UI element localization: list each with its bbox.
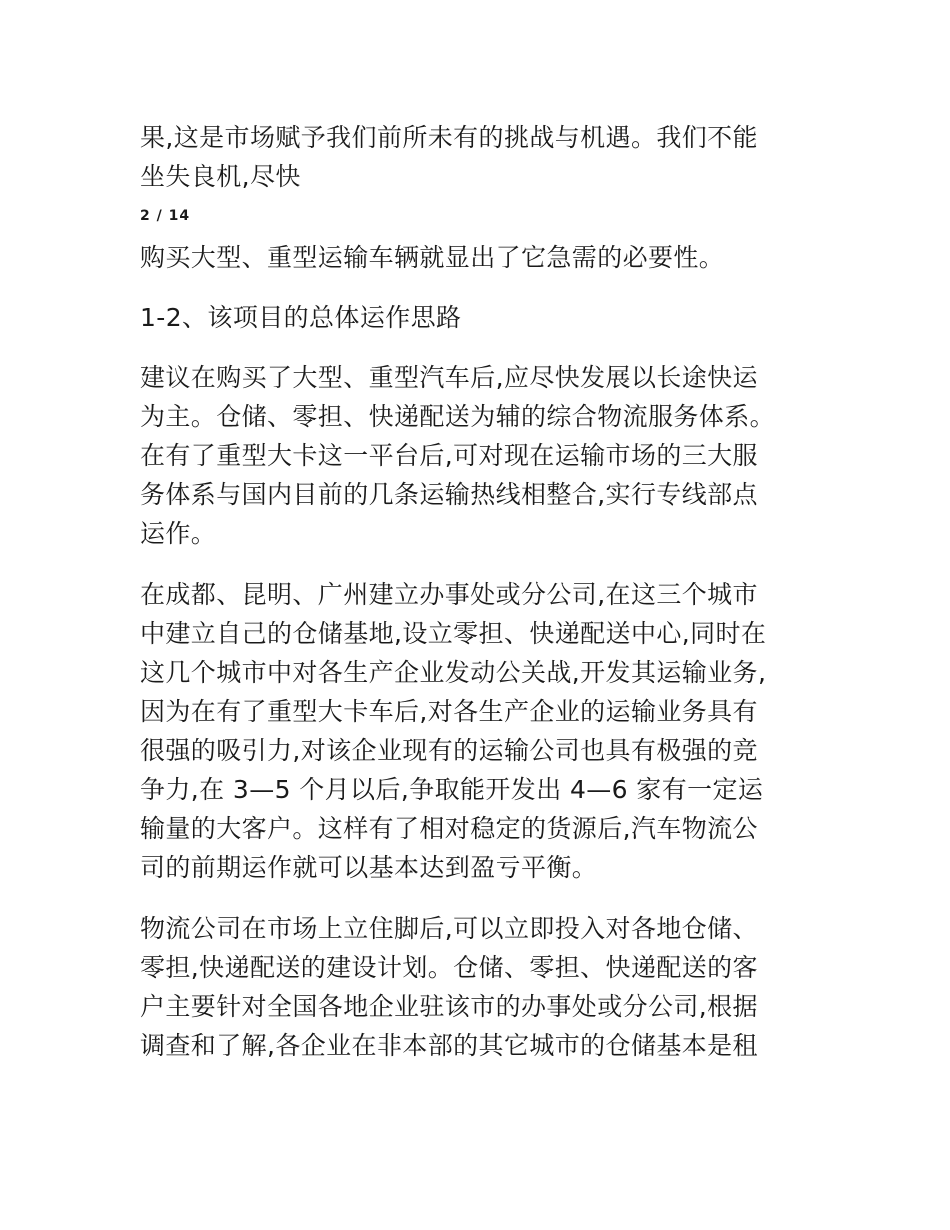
- text-line: 调查和了解,各企业在非本部的其它城市的仓储基本是租: [140, 1031, 758, 1060]
- spacer: [140, 337, 810, 358]
- vehicle-paragraph: 购买大型、重型运输车辆就显出了它急需的必要性。: [140, 243, 725, 272]
- logistics-paragraph: [140, 909, 810, 1065]
- text-line: 坐失良机,尽快: [140, 162, 301, 191]
- text-line: 输量的大客户。这样有了相对稳定的货源后,汽车物流公: [140, 814, 758, 843]
- text-line: 务体系与国内目前的几条运输热线相整合,实行专线部点: [140, 480, 758, 509]
- text-line: 户主要针对全国各地企业驻该市的办事处或分公司,根据: [140, 992, 758, 1021]
- operation-paragraph: [140, 358, 810, 553]
- document-page: [140, 118, 810, 1065]
- spacer: [140, 887, 810, 909]
- spacer: [140, 553, 810, 575]
- spacer: [140, 277, 810, 298]
- page-number: 2 / 14: [140, 208, 191, 224]
- text-line: 司的前期运作就可以基本达到盈亏平衡。: [140, 853, 598, 882]
- text-line: 物流公司在市场上立住脚后,可以立即投入对各地仓储、: [140, 914, 758, 943]
- text-line: 这几个城市中对各生产企业发动公关战,开发其运输业务,: [140, 658, 767, 687]
- text-line: 争力,在 3—5 个月以后,争取能开发出 4—6 家有一定运: [140, 775, 764, 804]
- text-line: 中建立自己的仓储基地,设立零担、快递配送中心,同时在: [140, 619, 767, 648]
- text-line: 建议在购买了大型、重型汽车后,应尽快发展以长途快运: [140, 363, 758, 392]
- text-line: 运作。: [140, 519, 217, 548]
- text-line: 在有了重型大卡这一平台后,可对现在运输市场的三大服: [140, 441, 758, 470]
- intro-paragraph: [140, 118, 810, 196]
- text-line: 零担,快递配送的建设计划。仓储、零担、快递配送的客: [140, 953, 758, 982]
- section-heading: 1-2、该项目的总体运作思路: [140, 303, 462, 332]
- text-line: 很强的吸引力,对该企业现有的运输公司也具有极强的竞: [140, 736, 758, 765]
- city-office-paragraph: [140, 575, 810, 887]
- text-line: 因为在有了重型大卡车后,对各生产企业的运输业务具有: [140, 697, 758, 726]
- text-line: 果,这是市场赋予我们前所未有的挑战与机遇。我们不能: [140, 123, 758, 152]
- text-line: 在成都、昆明、广州建立办事处或分公司,在这三个城市: [140, 580, 758, 609]
- text-line: 为主。仓储、零担、快递配送为辅的综合物流服务体系。: [140, 402, 776, 431]
